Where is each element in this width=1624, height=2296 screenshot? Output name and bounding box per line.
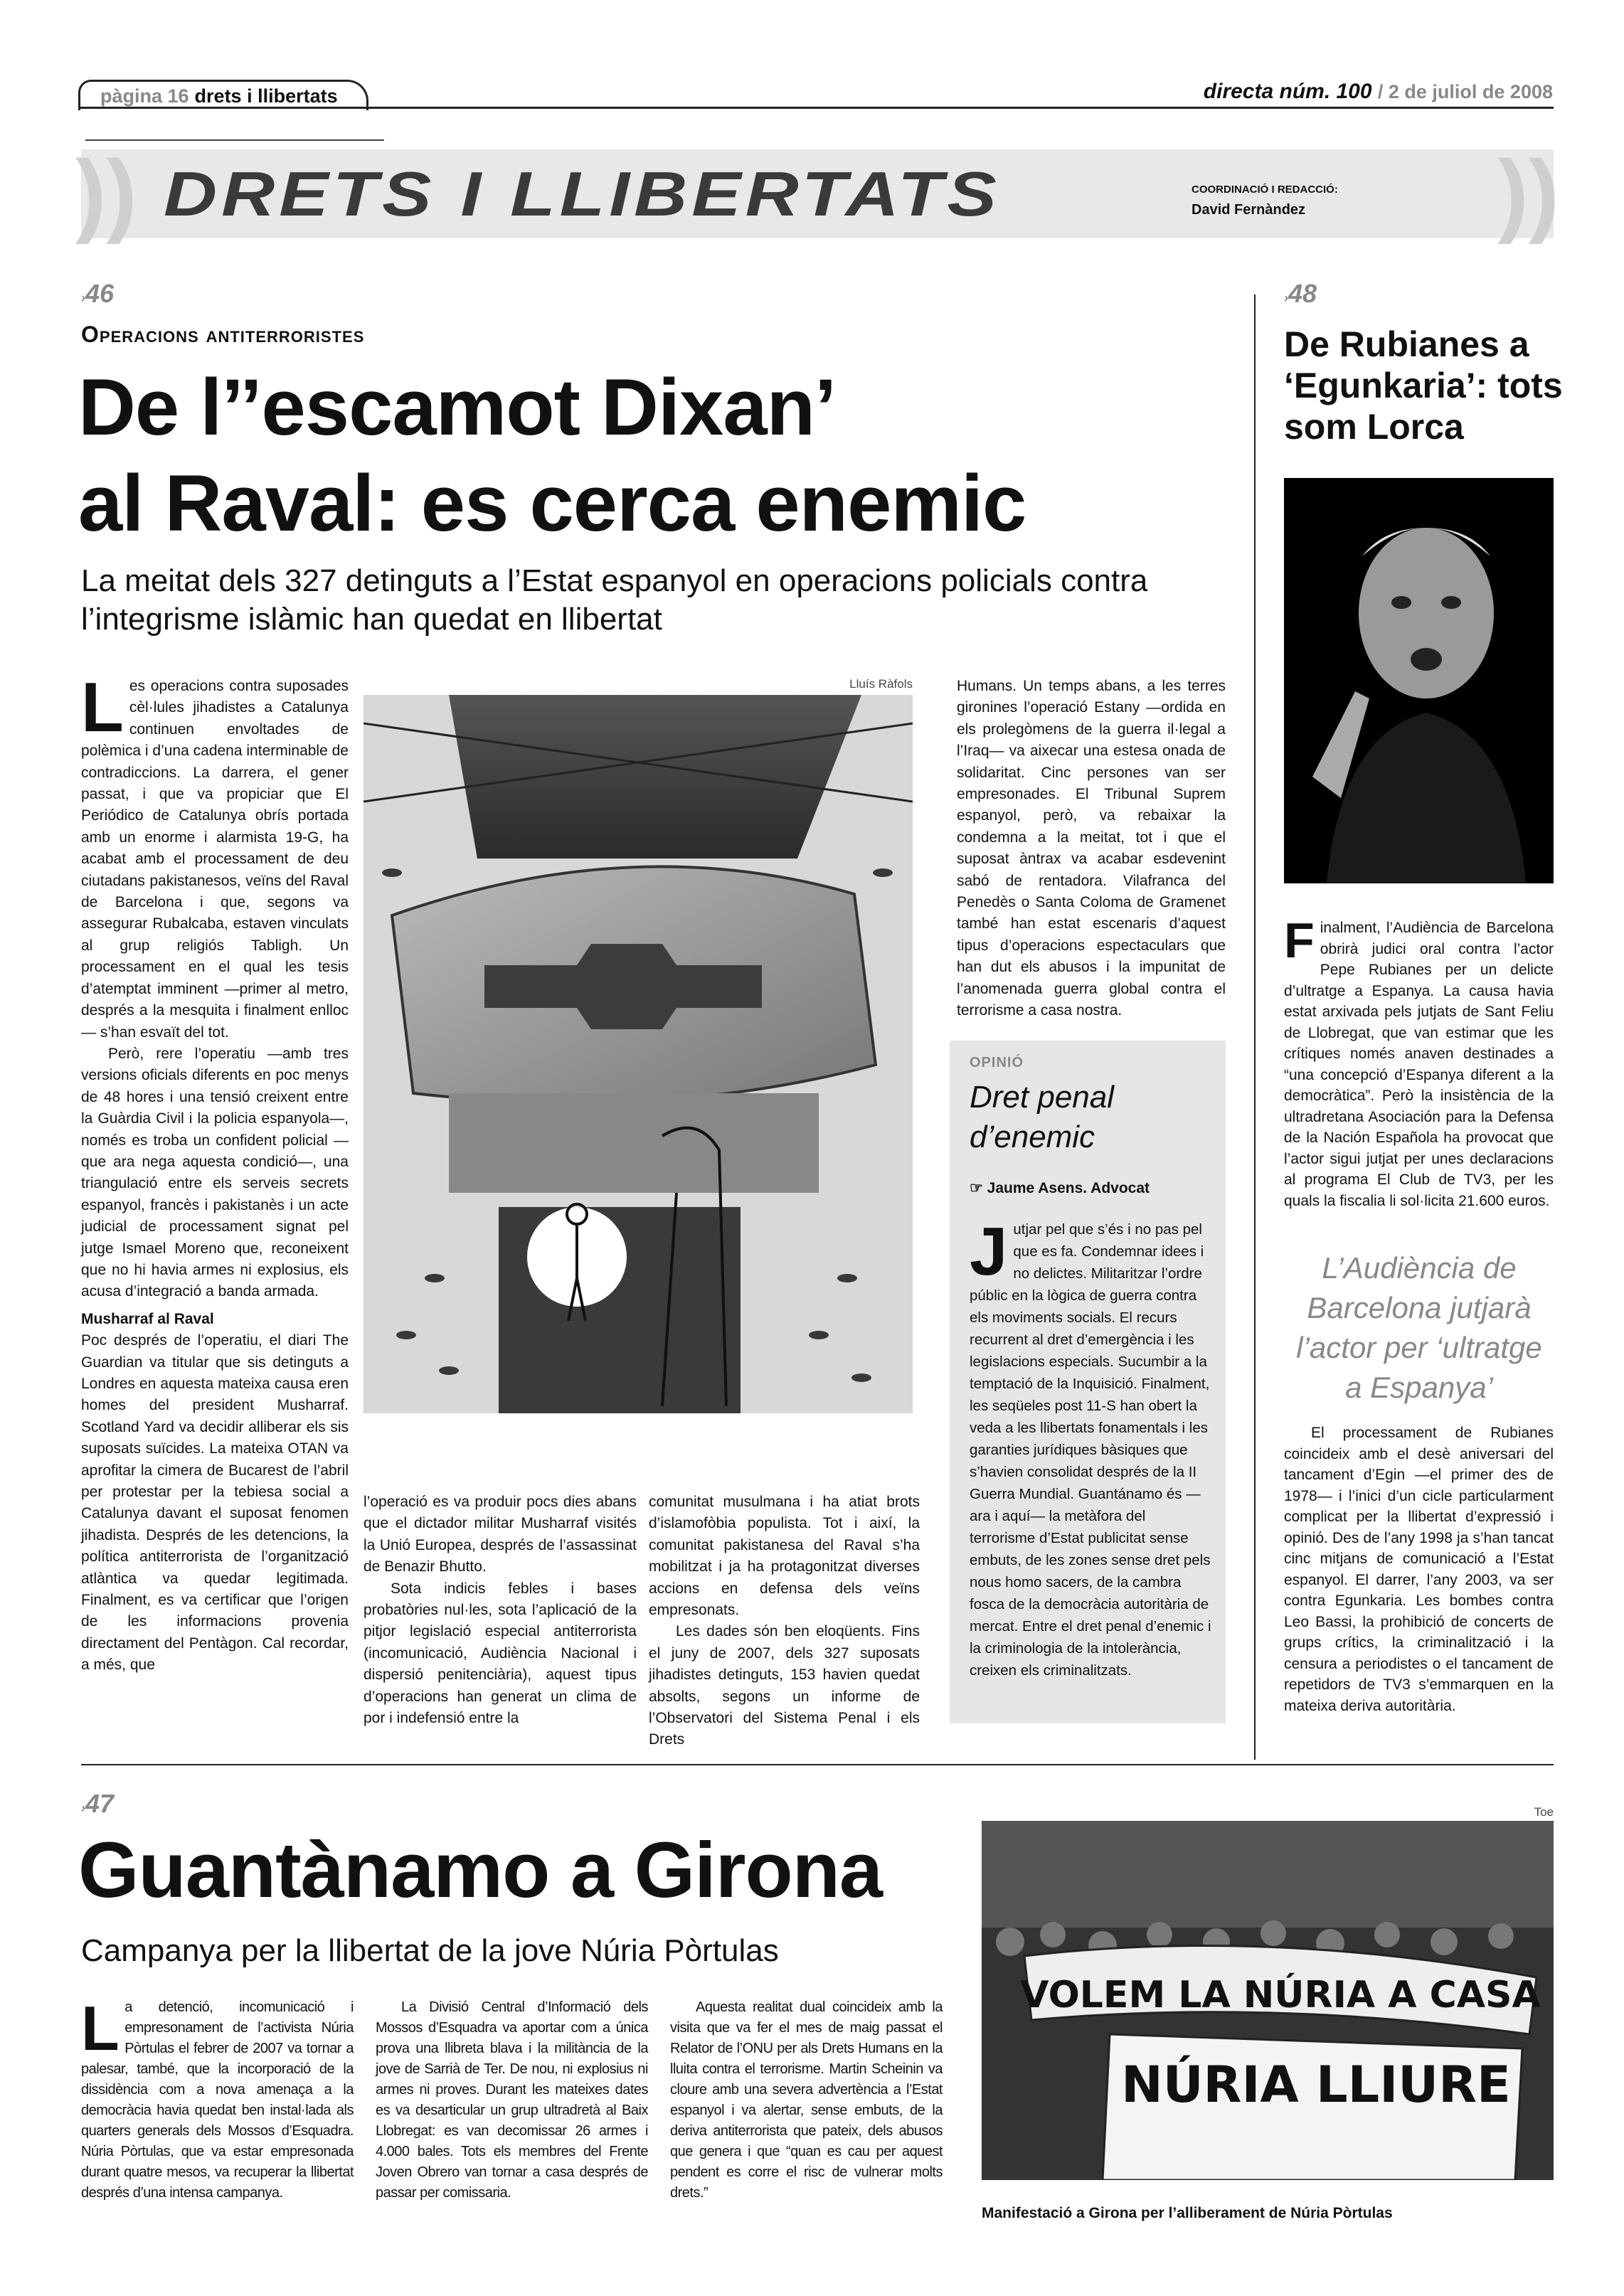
- banner-text-2: NÚRIA LLIURE: [1121, 2056, 1511, 2114]
- pull-quote: L’Audiència de Barcelona jutjarà l’actor per ‘ultratge a Espanya’: [1296, 1251, 1542, 1404]
- paragraph: Però, rere l’operatiu —amb tres versions oficials diferents en poc menys de 48 hores i una tensió creixent entre la Guàrdia Civil i la policia espanyola—, només es troba un confident policial —que ara nega aquesta condició—, una triangulació entre els serveis secrets espanyol, francès i pakistanès i un acte judicial de processament signat pel jutge Ismael Moreno que, reconeixent que no hi havia armes ni explosius, els acusa d’integració a banda armada.: [81, 1045, 349, 1300]
- article-subtitle: Musharraf al Raval: [81, 1310, 214, 1327]
- article-column-2: [363, 1492, 637, 1729]
- rubianes-photo: [1284, 478, 1554, 883]
- opinion-box: [950, 1041, 1226, 1723]
- issue-date: / 2 de juliol de 2008: [1377, 81, 1553, 102]
- article-number-value: 46: [85, 279, 115, 308]
- opinion-label: OPINIÓ: [970, 1055, 1024, 1070]
- article-number: ›46: [81, 279, 115, 308]
- section-title: DRETS I LLIBERTATS: [164, 159, 1001, 230]
- headline-line-2: al Raval: es cerca enemic: [78, 459, 1026, 548]
- banner-left-ornament: )): [75, 141, 137, 245]
- header-rule: [78, 107, 1554, 109]
- drop-cap: L: [81, 1993, 120, 2063]
- bottom-column-1: [81, 1993, 354, 2204]
- opinion-title: Dret penal d’enemic: [970, 1080, 1115, 1154]
- paragraph: l’operació es va produir pocs dies abans que el dictador militar Musharraf visités la Unió Europea, després de l’assassinat de Benazir Bhutto.: [363, 1494, 637, 1575]
- side-column-top: [1284, 913, 1554, 1211]
- article-column-4: [957, 676, 1226, 1022]
- paragraph: Humans. Un temps abans, a les terres gironines l’operació Estany —ordida en els prolegòmens de la guerra il·legal a l’Iraq— va aixecar una estesa onada de solidaritat. Cinc persones van ser empresonades. El Tribunal Suprem espanyol, però, va rebaixar la condemna a la meitat, tot i que el suposat àntrax va acabar esdevenint sabó de rentadora. Vilafranca del Penedès o Santa Coloma de Gramenet també han estat escenaris d’aquest tipus d’operacions espectaculars que han dut els abusos i la impunitat de l’anomenada guerra global contra el terrorisme a casa nostra.: [957, 678, 1226, 1019]
- opinion-text: [970, 1213, 1215, 1681]
- article-column-3: [649, 1492, 920, 1751]
- drop-cap: J: [970, 1213, 1008, 1290]
- paragraph: [1284, 913, 1554, 1211]
- paragraph: comunitat musulmana i ha atiat brots d’islamofòbia populista. Tot i així, la comunitat pakistanesa del Raval s’ha mobilitzat i ja ha protagonitzat diverses accions en defensa dels veïns empresonats.: [649, 1494, 920, 1619]
- demonstration-photo: [982, 1821, 1554, 2180]
- section-name: drets i llibertats: [194, 85, 338, 107]
- photo-credit: Toe: [1534, 1805, 1554, 1819]
- paragraph: Poc després de l’operatiu, el diari The Guardian va titular que sis detinguts a Londres en aquesta mateixa causa eren homes del president Musharraf. Scotland Yard va decidir alliberar els sis suposats suïcides. La mateixa OTAN va aprofitar la cimera de Bucarest de l’abril per protestar per la tebiesa social a Catalunya davant el suposat fenomen jihadista. Després de les detencions, la política antiterrorista de l’organització atlàntica va quedar legitimada. Finalment, es va certificar que l’origen de les informacions provenia directament del Pentàgon. Cal recordar, a més, que: [81, 1332, 349, 1674]
- side-column-bottom: [1284, 1423, 1554, 1716]
- paragraph: Sota indicis febles i bases probatòries nul·les, sota l’aplicació de la pitjor legislació especial antiterrorista (incomunicació, Audiència Nacional i dispersió penitenciària), aquest tipus d’operacions han generat un clima de por i indefensió entre la: [363, 1580, 637, 1727]
- main-subhead: La meitat dels 327 detinguts a l’Estat espanyol en operacions policials contra l’integrisme islàmic han quedat en llibertat: [81, 563, 1148, 637]
- bottom-subhead: Campanya per la llibertat de la jove Núria Pòrtulas: [81, 1933, 779, 1968]
- bottom-column-2: [376, 1997, 648, 2204]
- drop-cap: L: [81, 668, 124, 746]
- bottom-headline: Guantànamo a Girona: [78, 1827, 883, 1914]
- credit-name: David Fernàndez: [1192, 202, 1306, 218]
- paragraph-text: es operacions contra suposades cèl·lules jihadistes a Catalunya continuen envoltades de polèmica i d’una cadena interminable de contradiccions. La darrera, el gener passat, i que va propiciar que El Periódico de Catalunya obrís portada amb un enorme i alarmista 19-G, ha acabat amb el processament de deu ciutadans pakistanesos, veïns del Raval de Barcelona i que, segons va assegurar Rubalcaba, estaven vinculats al grup religiós Tabligh. Un processament en el qual les tesis d’atemptat imminent —primer al metro, després a la mesquita i finalment enlloc— s’han esvaït del tot.: [81, 678, 349, 1041]
- paragraph: Les dades són ben eloqüents. Fins el juny de 2007, dels 327 suposats jihadistes detinguts, 153 havien quedat absolts, segons un informe de l’Observatori del Sistema Penal i els Drets: [649, 1623, 920, 1748]
- headline-line-1: De l’’escamot Dixan’: [78, 363, 837, 452]
- page-section-tab: [78, 80, 368, 110]
- cartoon-illustration: [363, 695, 913, 1413]
- paragraph: Aquesta realitat dual coincideix amb la visita que va fer el mes de maig passat el Relator de l’ONU per als Drets Humans en la lluita contra el terrorisme. Martin Scheinin va cloure amb una severa advertència a l’Estat espanyol i va alertar, sense embuts, de la deriva antiterrorista que pateix, dels abusos que genera i que “quan es cau per aquest pendent es corre el risc de vulnerar molts drets.”: [670, 1999, 943, 2201]
- article-number: ›47: [81, 1789, 115, 1818]
- article-number-value: 47: [85, 1789, 115, 1818]
- photo-caption: Manifestació a Girona per l’alliberament de Núria Pòrtulas: [982, 2205, 1393, 2221]
- banner-right-ornament: )): [1497, 141, 1559, 245]
- article-number-value: 48: [1288, 279, 1317, 308]
- publication-issue: directa núm. 100: [1203, 80, 1372, 103]
- page-number: pàgina 16: [100, 85, 189, 107]
- paragraph-text: inalment, l’Audiència de Barcelona obrirà judici oral contra l’actor Pepe Rubianes per un delicte d’ultratge a Espanya. La causa havia estat arxivada pels jutjats de Sant Feliu de Llobregat, que van estimar que les crítiques només anaven destinades a “una concepció d’Espanya diferent a la democràtica”. Però la insistència de la ultradretana Asociación para la Defensa de la Nación Española ha provocat que l’actor sigui jutjat per unes declaracions al programa El Club de TV3, per les quals la fiscalia li sol·licita 21.600 euros.: [1284, 920, 1554, 1209]
- opinion-author: [970, 1179, 1150, 1197]
- opinion-body: utjar pel que s’és i no pas pel que es fa. Condemnar idees i no delictes. Militaritzar l’ordre públic en la lògica de guerra contra els moviments socials. El recurs recurrent al dret d’emergència i les legislacions especials. Sucumbir a la temptació de la Inquisició. Finalment, les seqüeles post 11-S han obert la veda a les llibertats fonamentals i les garanties jurídiques bàsiques que s’havien consolidat després de la II Guerra Mundial. Guantánamo és —ara i aquí— la metàfora del terrorisme d’Estat publicitat sense embuts, de les zones sense dret pels nous homo sacers, de la cambra fosca de la democràcia autoritària de mercat. Entre el dret penal d’enemic i la criminologia de la intolerància, creixen els criminalitzats.: [970, 1221, 1211, 1679]
- paragraph-text: a detenció, incomunicació i empresonament de l’activista Núria Pòrtulas el febrer de 2007 va tornar a palesar, també, que la incorporació de la dissidència com a nova amenaça a la democràcia havia quedat ben instal·lada als quarters generals dels Mossos d’Esquadra. Núria Pòrtulas, que va estar empresonada durant quatre mesos, va recuperar la llibertat després d’una intensa campanya.: [81, 1999, 354, 2201]
- author-name: Jaume Asens. Advocat: [987, 1180, 1150, 1196]
- paragraph: La Divisió Central d’Informació dels Mossos d’Esquadra va aportar com a única prova una llibreta blava i la militància de la jove de Sarrià de Ter. De nou, ni explosius ni armes ni proves. Durant les mateixes dates es va desarticular un grup ultradretà al Baix Llobregat: es van decomissar 26 armes i 4.000 bales. Tots els membres del Frente Joven Obrero van tornar a casa després de passar per comissaria.: [376, 1999, 648, 2201]
- credit-label: COORDINACIÓ I REDACCIÓ:: [1192, 184, 1338, 196]
- image-credit: Lluís Ràfols: [849, 677, 913, 691]
- pointing-hand-icon: ☞: [970, 1180, 987, 1196]
- paragraph: El processament de Rubianes coincideix amb el desè aniversari del tancament d’Egin —el primer des de 1978— i l’inici d’un cicle particularment complicat per la llibertat d’expressió i opinió. Des de l’any 1998 ja s’han tancat cinc mitjans de comunicació a l’Estat espanyol. El darrer, l’any 2003, va ser contra Egunkaria. Les bombes contra Leo Bassi, la prohibició de concerts de grups crítics, la criminalització i la censura a periodistes o el tancament de repetidors de TV3 s’emmarquen en la mateixa deriva autoritària.: [1284, 1425, 1554, 1714]
- section-rule: [81, 1764, 1554, 1765]
- paragraph: [81, 668, 349, 1043]
- issue-info: [1204, 80, 1553, 104]
- article-column-1: [81, 668, 349, 1676]
- main-headline: [78, 359, 1026, 551]
- banner-text-1: VOLEM LA NÚRIA A CASA: [1020, 1974, 1541, 2016]
- bottom-column-3: [670, 1997, 943, 2204]
- article-kicker: Operacions antiterroristes: [81, 321, 365, 347]
- paragraph: [81, 1993, 354, 2204]
- drop-cap: F: [1284, 913, 1315, 968]
- side-headline: De Rubianes a ‘Egunkaria’: tots som Lorca: [1284, 324, 1563, 447]
- article-number: ›48: [1284, 279, 1317, 308]
- column-divider: [1254, 294, 1256, 1760]
